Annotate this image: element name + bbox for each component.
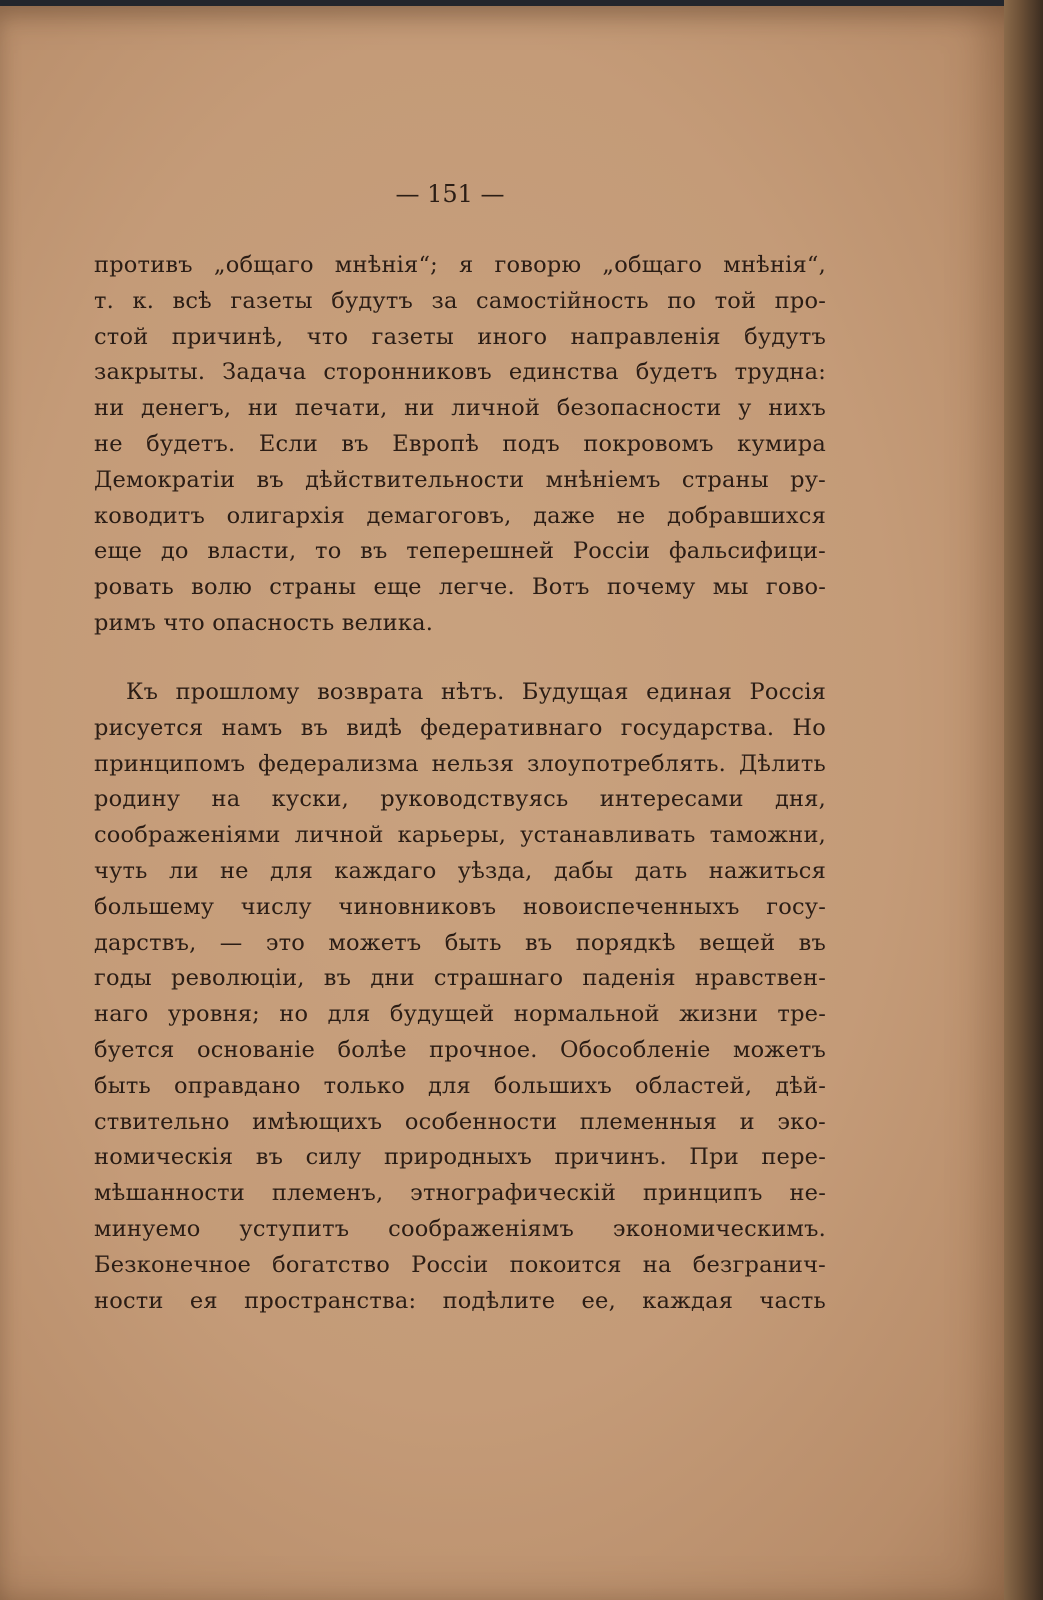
text-line: Къ прошлому возврата нѣтъ. Будущая единая Россія — [126, 679, 826, 705]
text-line: ровать волю страны еще легче. Вотъ почему мы гово- — [94, 574, 826, 601]
text-line: Безконечное богатство Россіи покоится на безгранич- — [94, 1251, 826, 1278]
book-spine-edge — [1004, 0, 1043, 1600]
text-line: наго уровня; но для будущей нормальной жизни тре- — [94, 1001, 826, 1028]
text-line: еще до власти, то въ теперешней Россіи фальсифици- — [94, 538, 826, 565]
paragraph-1 — [94, 248, 826, 642]
text-line: не будетъ. Если въ Европѣ подъ покровомъ кумира — [94, 430, 826, 457]
text-line: Демократіи въ дѣйствительности мнѣніемъ страны ру- — [94, 466, 826, 493]
text-line: ности ея пространства: подѣлите ее, каждая часть — [94, 1287, 826, 1314]
text-line: номическія въ силу природныхъ причинъ. При пере- — [94, 1144, 826, 1171]
text-line: дарствъ, — это можетъ быть въ порядкѣ вещей въ — [94, 929, 826, 956]
text-line: родину на куски, руководствуясь интересами дня, — [94, 786, 826, 813]
text-line: минуемо уступитъ соображеніямъ экономическимъ. — [94, 1215, 826, 1242]
book-page — [0, 6, 1018, 1600]
text-line: соображеніями личной карьеры, устанавливать таможни, — [94, 822, 826, 849]
text-line: римъ что опасность велика. — [94, 609, 434, 636]
text-line: чуть ли не для каждаго уѣзда, дабы дать нажиться — [94, 857, 826, 884]
page-number: — 151 — — [395, 180, 505, 208]
text-line: принципомъ федерализма нельзя злоупотреблять. Дѣлить — [94, 750, 826, 777]
text-line: ствительно имѣющихъ особенности племенныя и эко- — [94, 1108, 826, 1135]
text-line: ни денегъ, ни печати, ни личной безопасности у нихъ — [94, 395, 826, 422]
text-line: рисуется намъ въ видѣ федеративнаго государства. Но — [94, 714, 826, 741]
paragraph-2 — [94, 675, 826, 1319]
text-line: противъ „общаго мнѣнія“; я говорю „общаго мнѣнія“, — [94, 252, 826, 278]
text-line: т. к. всѣ газеты будутъ за самостійность по той про- — [94, 287, 826, 314]
text-line: большему числу чиновниковъ новоиспеченныхъ госу- — [94, 893, 826, 920]
text-line: быть оправдано только для большихъ областей, дѣй- — [94, 1072, 826, 1099]
text-line: годы революціи, въ дни страшнаго паденія нравствен- — [94, 965, 826, 992]
text-line: стой причинѣ, что газеты иного направленія будутъ — [94, 323, 826, 350]
text-line: буется основаніе болѣе прочное. Обособленіе можетъ — [94, 1036, 826, 1063]
text-line: закрыты. Задача сторонниковъ единства будетъ трудна: — [94, 359, 826, 386]
text-line: ководитъ олигархія демагоговъ, даже не добравшихся — [94, 502, 826, 529]
text-line: мѣшанности племенъ, этнографическій принципъ не- — [94, 1180, 826, 1207]
